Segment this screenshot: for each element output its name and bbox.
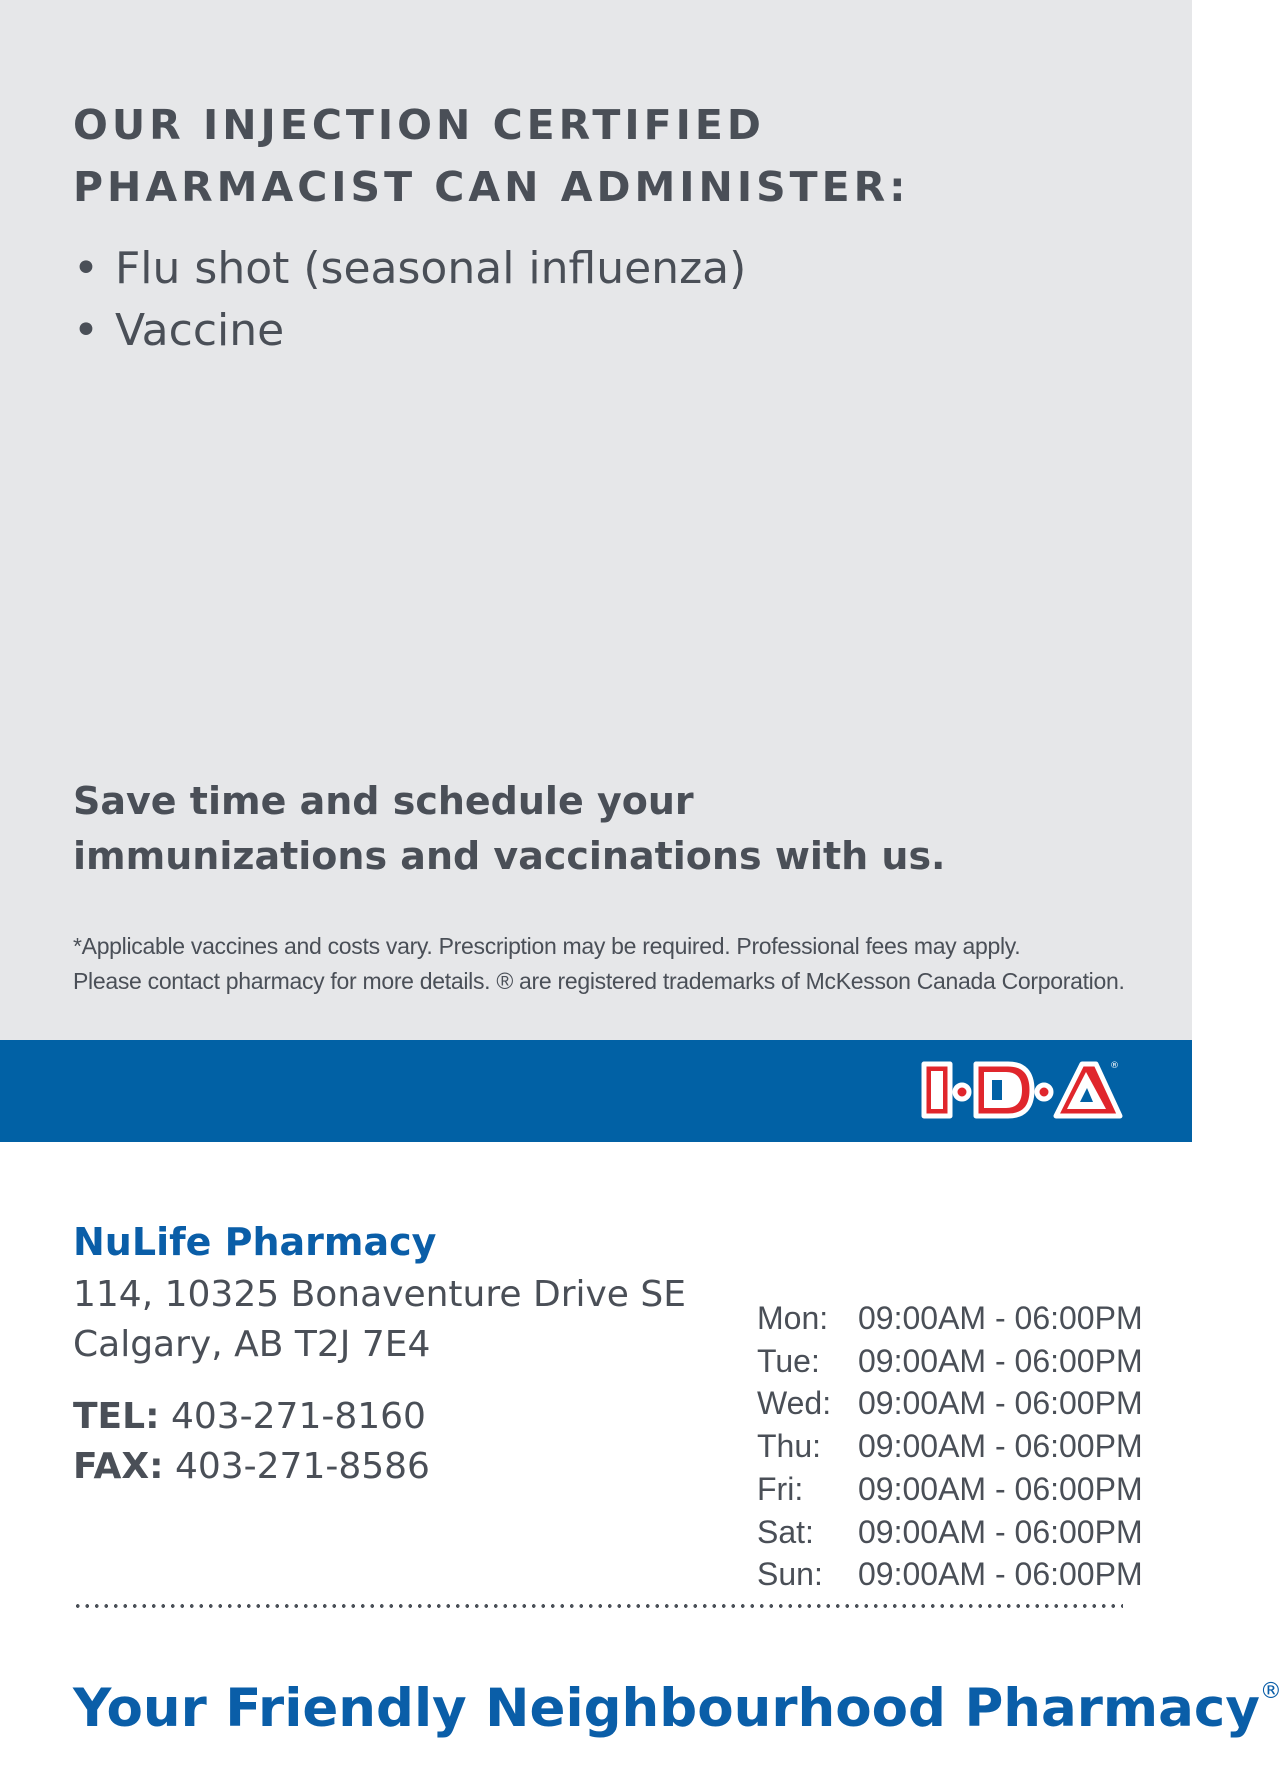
tel-label: TEL: xyxy=(73,1396,160,1437)
services-list xyxy=(73,238,746,362)
hours-time: 09:00AM - 06:00PM xyxy=(858,1300,1143,1336)
disclaimer-line-2: Please contact pharmacy for more details. ® are registered trademarks of McKesson Canada Corporation. xyxy=(73,968,1125,994)
list-item: • Flu shot (seasonal influenza) xyxy=(73,238,746,300)
heading-line-1: OUR INJECTION CERTIFIED xyxy=(73,101,765,149)
hours-day: Fri: xyxy=(757,1470,804,1507)
hours-row xyxy=(757,1468,1143,1511)
tagline-text: Your Friendly Neighbourhood Pharmacy xyxy=(73,1678,1260,1739)
hours-day: Mon: xyxy=(757,1300,829,1336)
hours-time: 09:00AM - 06:00PM xyxy=(858,1470,1143,1507)
store-name: NuLife Pharmacy xyxy=(73,1220,437,1264)
cta-line-2: immunizations and vaccinations with us. xyxy=(73,834,946,878)
hours-day: Wed: xyxy=(757,1385,832,1422)
hours-row xyxy=(757,1425,1143,1468)
cta-line-1: Save time and schedule your xyxy=(73,779,694,823)
tagline xyxy=(73,1657,1282,1744)
hours-time: 09:00AM - 06:00PM xyxy=(858,1385,1143,1422)
fax-number: 403-271-8586 xyxy=(174,1446,430,1487)
hours-time: 09:00AM - 06:00PM xyxy=(858,1342,1143,1379)
disclaimer xyxy=(73,929,1173,999)
ida-logo xyxy=(920,1058,1122,1122)
heading-line-2: PHARMACIST CAN ADMINISTER: xyxy=(73,163,910,211)
hours-row xyxy=(757,1553,1143,1596)
store-contact xyxy=(73,1392,430,1492)
service-label: Vaccine xyxy=(115,305,285,356)
store-address xyxy=(73,1270,686,1370)
cta-text xyxy=(73,774,1123,884)
hours-time: 09:00AM - 06:00PM xyxy=(858,1556,1143,1593)
hours-day: Sun: xyxy=(757,1556,823,1593)
address-line-2: Calgary, AB T2J 7E4 xyxy=(73,1324,431,1365)
promo-heading xyxy=(73,94,1073,218)
dotted-divider xyxy=(73,1604,1123,1608)
hours-row xyxy=(757,1297,1143,1340)
hours-row xyxy=(757,1382,1143,1425)
list-item: • Vaccine xyxy=(73,300,746,362)
store-hours xyxy=(757,1297,1143,1596)
tel-number: 403-271-8160 xyxy=(170,1396,426,1437)
hours-day: Sat: xyxy=(757,1513,814,1550)
hours-time: 09:00AM - 06:00PM xyxy=(858,1513,1143,1550)
hours-row xyxy=(757,1511,1143,1554)
disclaimer-line-1: *Applicable vaccines and costs vary. Prescription may be required. Professional fees may apply. xyxy=(73,933,1021,959)
hours-time: 09:00AM - 06:00PM xyxy=(858,1428,1143,1465)
hours-row xyxy=(757,1340,1143,1383)
hours-day: Thu: xyxy=(757,1428,822,1465)
address-line-1: 114, 10325 Bonaventure Drive SE xyxy=(73,1274,686,1315)
registered-mark: ® xyxy=(1259,1679,1282,1704)
fax-label: FAX: xyxy=(73,1446,164,1487)
hours-day: Tue: xyxy=(757,1342,820,1379)
service-label: Flu shot (seasonal influenza) xyxy=(115,243,747,294)
svg-text:®: ® xyxy=(1110,1061,1119,1071)
